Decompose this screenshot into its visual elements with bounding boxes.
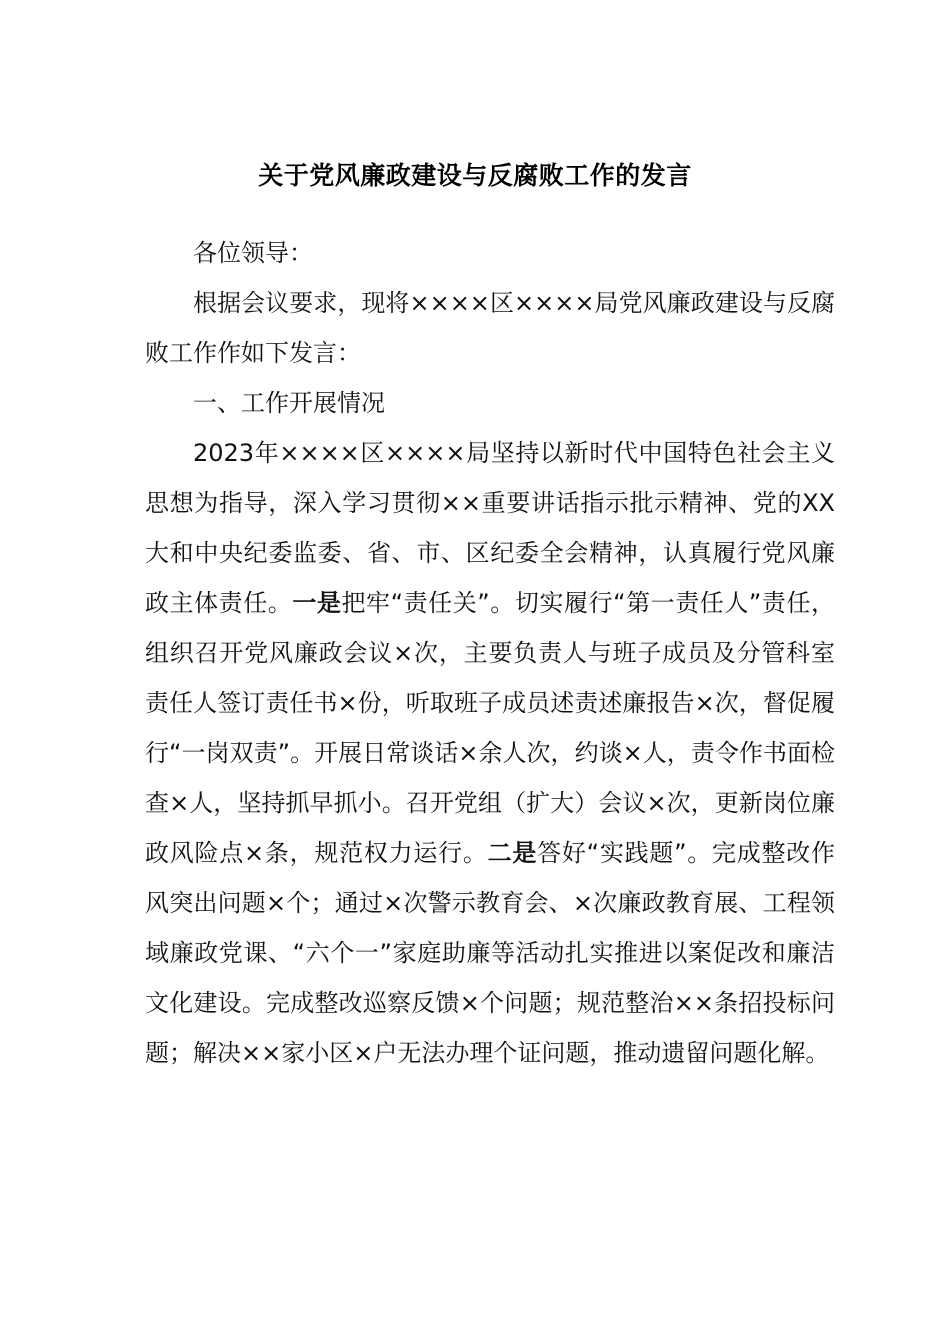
paragraph-text: 把牢“责任关”。切实履行“第一责任人”责任，组织召开党风廉政会议×次，主要负责人与班子成员及分管科室责任人签订责任书×份，听取班子成员述责述廉报告×次，督促履行“一岗双责”。开展日常谈话×余人次，约谈×人，责令作书面检查×人，坚持抓早抓小。召开党组（扩大）会议×次，更新岗位廉政风险点×条，规范权力运行。 bbox=[145, 589, 836, 867]
salutation: 各位领导： bbox=[193, 239, 313, 267]
emphasis-second: 二是 bbox=[487, 839, 538, 867]
paragraph-text: 2023年××××区××××局坚持以新时代中国特色社会主义思想为指导，深入学习贯彻××重要讲话指示批示精神、党的XX大和中央纪委监委、省、市、区纪委全会精神，认真履行党风廉政主体责任。 bbox=[145, 439, 835, 617]
paragraph-text: 答好“实践题”。完成整改作风突出问题×个；通过×次警示教育会、×次廉政教育展、工程领域廉政党课、“六个一”家庭助廉等活动扎实推进以案促改和廉洁文化建设。完成整改巡察反馈×个问题；规范整治××条招投标问题；解决××家小区×户无法办理个证问题，推动遗留问题化解。 bbox=[145, 839, 836, 1067]
work-paragraph bbox=[145, 428, 835, 1078]
document-body bbox=[145, 228, 835, 1078]
intro-paragraph: 根据会议要求，现将××××区××××局党风廉政建设与反腐败工作作如下发言： bbox=[145, 289, 835, 367]
emphasis-first: 一是 bbox=[292, 589, 342, 617]
section-heading: 一、工作开展情况 bbox=[193, 389, 385, 417]
document-title: 关于党风廉政建设与反腐败工作的发言 bbox=[258, 161, 692, 190]
